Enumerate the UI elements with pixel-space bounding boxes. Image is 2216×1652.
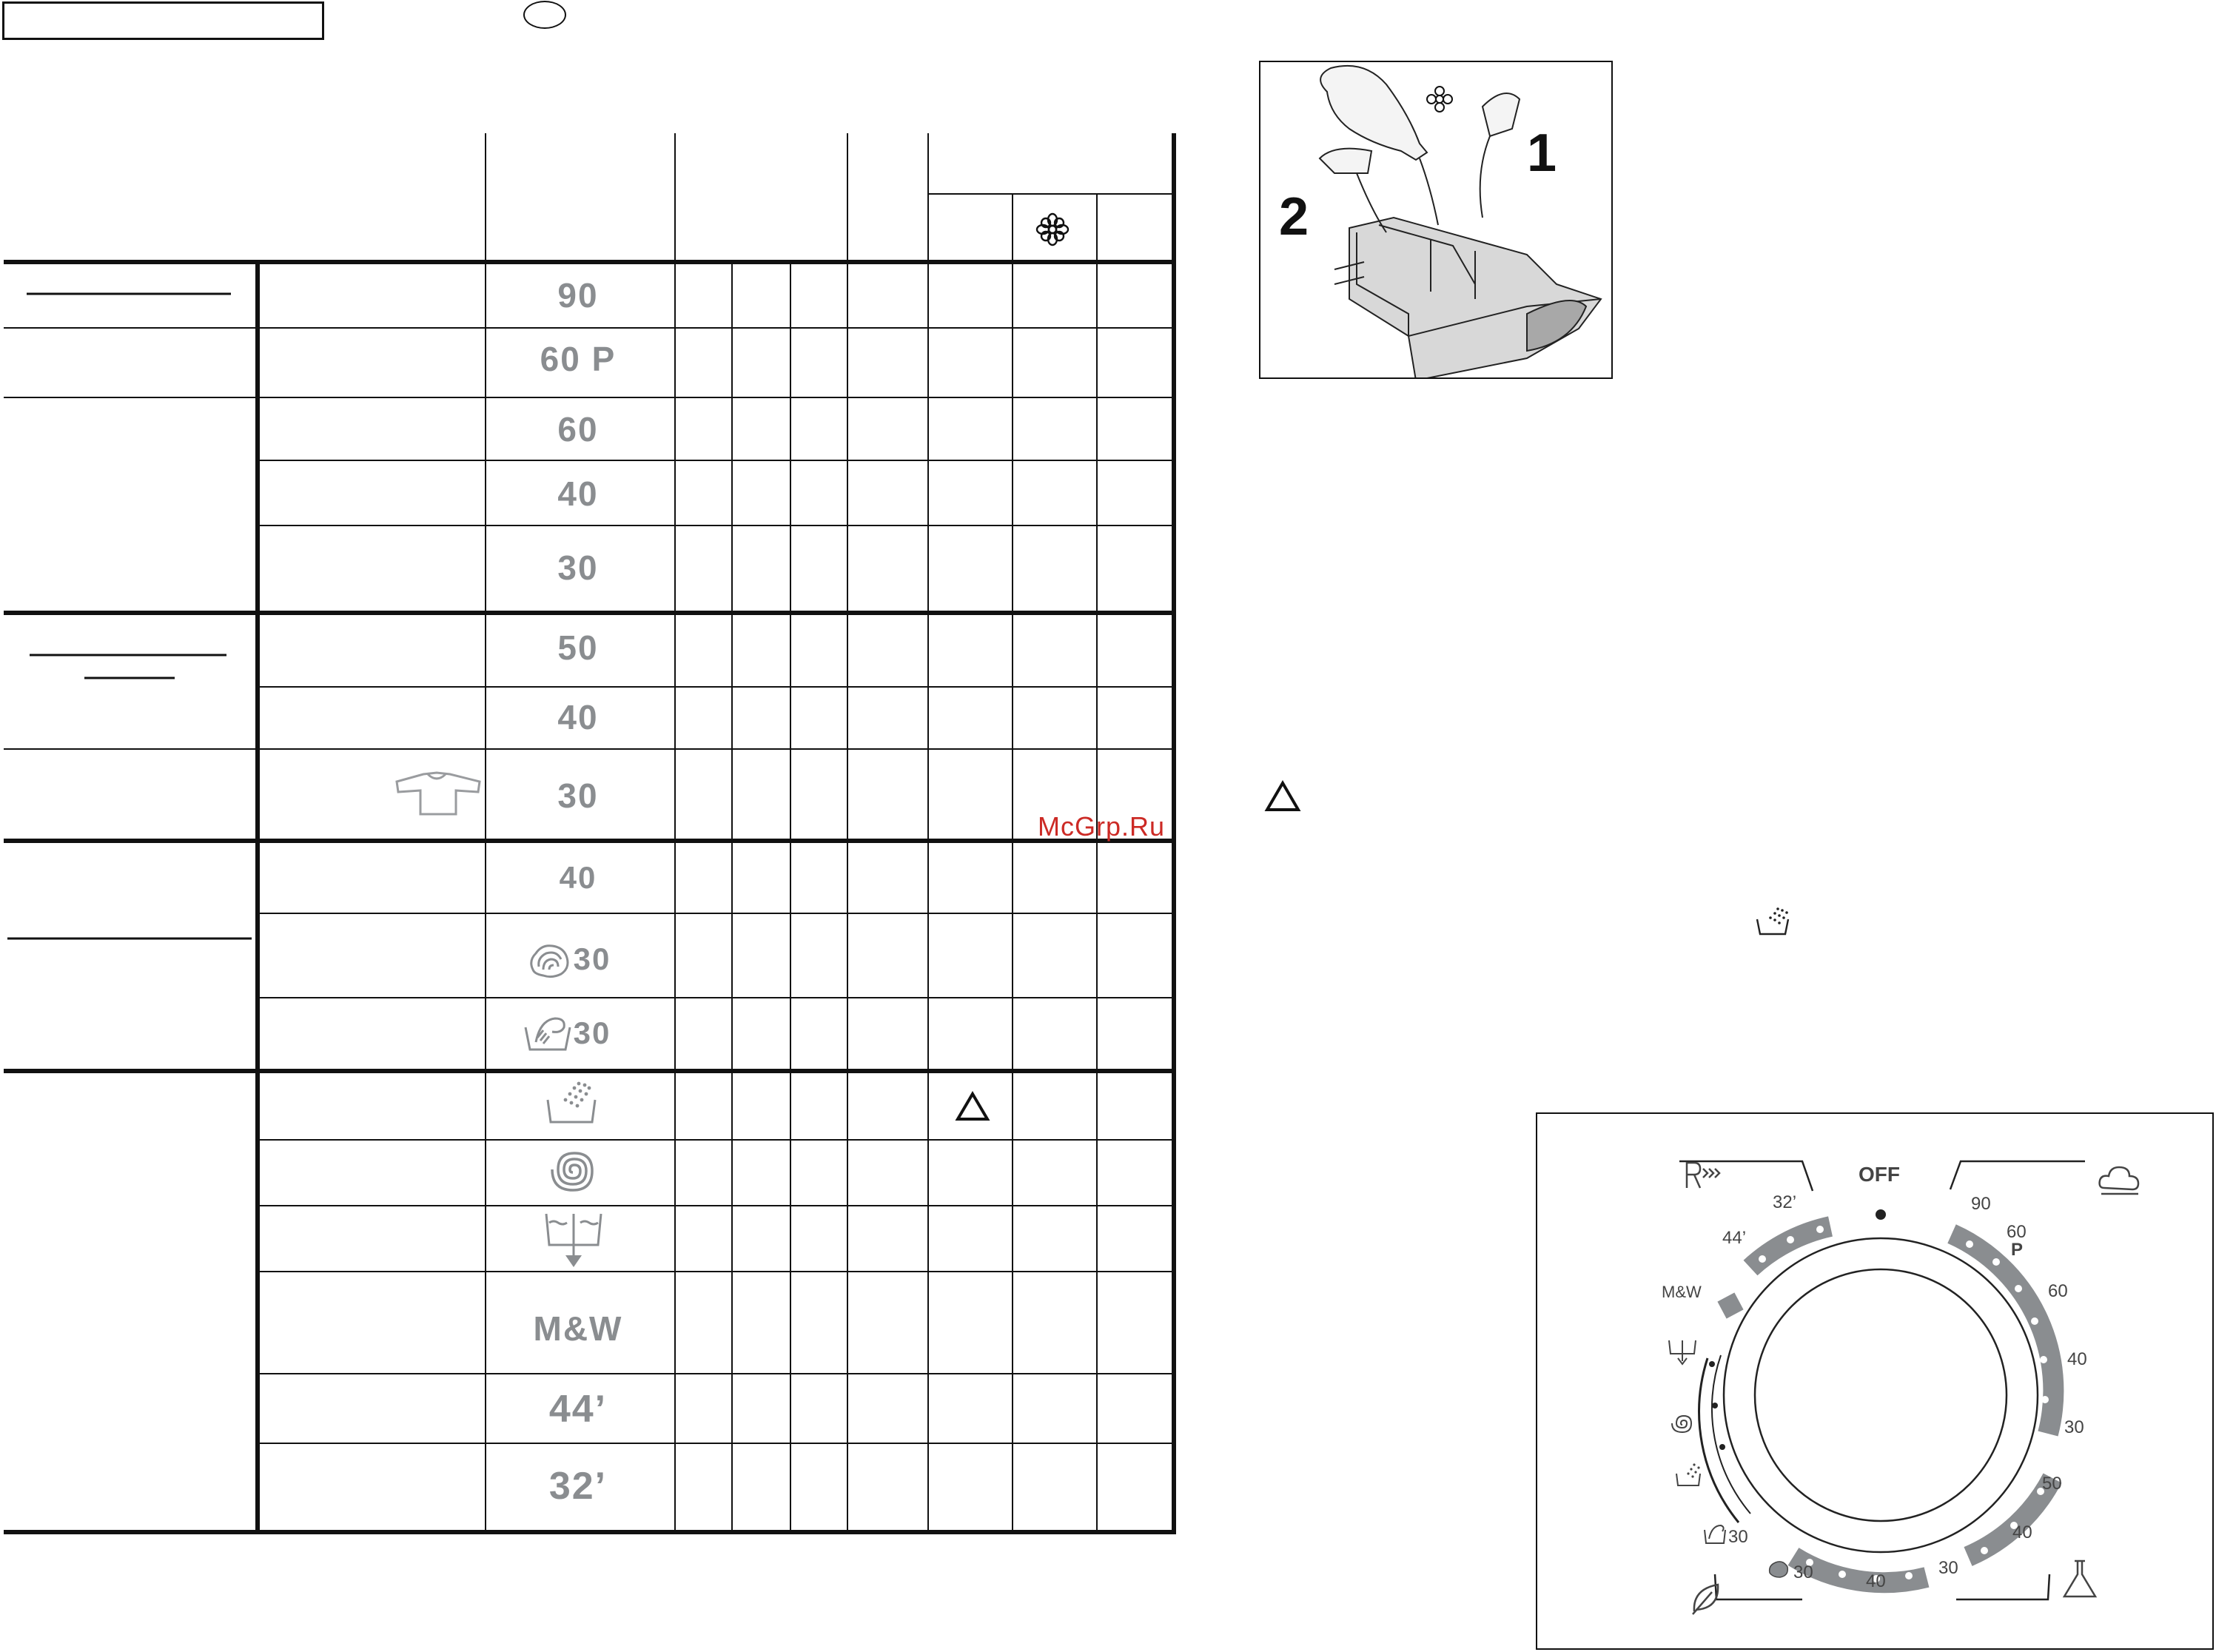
rinse-icon	[1756, 904, 1791, 937]
knob-label: 60	[2048, 1281, 2068, 1301]
flask-icon	[2061, 1558, 2098, 1599]
dispenser-label-1: 1	[1527, 124, 1557, 183]
dispenser-drawing	[1260, 62, 1611, 377]
drain-icon	[543, 1211, 604, 1270]
program-label: 44’	[548, 1388, 608, 1431]
program-label: 60 P	[540, 340, 617, 378]
knob-off-label: OFF	[1859, 1163, 1900, 1186]
knob-label: 60	[2007, 1222, 2027, 1242]
knob-label: 40	[2067, 1349, 2087, 1369]
knob-label: 90	[1971, 1194, 1991, 1214]
knob-label: 50	[2042, 1474, 2062, 1494]
drain-icon	[1668, 1339, 1697, 1366]
program-label: M&W	[533, 1309, 623, 1348]
dispenser-illustration	[1259, 61, 1613, 379]
watermark: McGrp.Ru	[1038, 811, 1166, 842]
program-label: 30	[573, 941, 611, 976]
knob-label: P	[2011, 1240, 2024, 1260]
knob-label: 30	[1938, 1558, 1958, 1578]
knob-label: 40	[2012, 1522, 2032, 1542]
knob-label: M&W	[1662, 1283, 1702, 1301]
handwash-icon	[523, 1013, 574, 1054]
knob-label: 32’	[1773, 1192, 1797, 1212]
rinse-icon	[545, 1078, 598, 1126]
warning-triangle-icon	[1264, 780, 1301, 813]
quick-wash-icon	[1684, 1158, 1722, 1191]
spin-icon	[1668, 1408, 1697, 1438]
program-label: 30	[557, 776, 599, 815]
dispenser-label-2: 2	[1279, 187, 1309, 246]
program-label: 50	[557, 628, 599, 667]
program-label: 40	[557, 474, 599, 513]
eco-leaf-icon	[1690, 1580, 1722, 1616]
knob-label: 30	[1793, 1562, 1813, 1582]
knob-label: 30	[1728, 1527, 1748, 1547]
program-label: 90	[557, 276, 599, 315]
rinse-icon	[1675, 1462, 1705, 1488]
program-label: 32’	[548, 1465, 608, 1508]
handwash-icon	[1703, 1522, 1727, 1545]
wool-icon	[526, 940, 574, 981]
wool-icon	[1767, 1558, 1790, 1579]
warning-triangle-icon	[955, 1091, 990, 1122]
program-knob-panel	[1536, 1112, 2214, 1650]
program-label: 60	[557, 410, 599, 449]
knob-label: 30	[2064, 1417, 2084, 1437]
spin-icon	[546, 1144, 600, 1198]
flower-icon	[1035, 212, 1070, 247]
cotton-cloud-icon	[2095, 1161, 2143, 1198]
program-label: 30	[573, 1015, 611, 1050]
program-label: 40	[557, 698, 599, 736]
shirt-icon	[394, 770, 483, 817]
program-label: 30	[557, 548, 599, 587]
knob-label: 44’	[1722, 1228, 1747, 1248]
knob-label: 40	[1866, 1571, 1886, 1591]
program-label: 40	[559, 860, 597, 895]
